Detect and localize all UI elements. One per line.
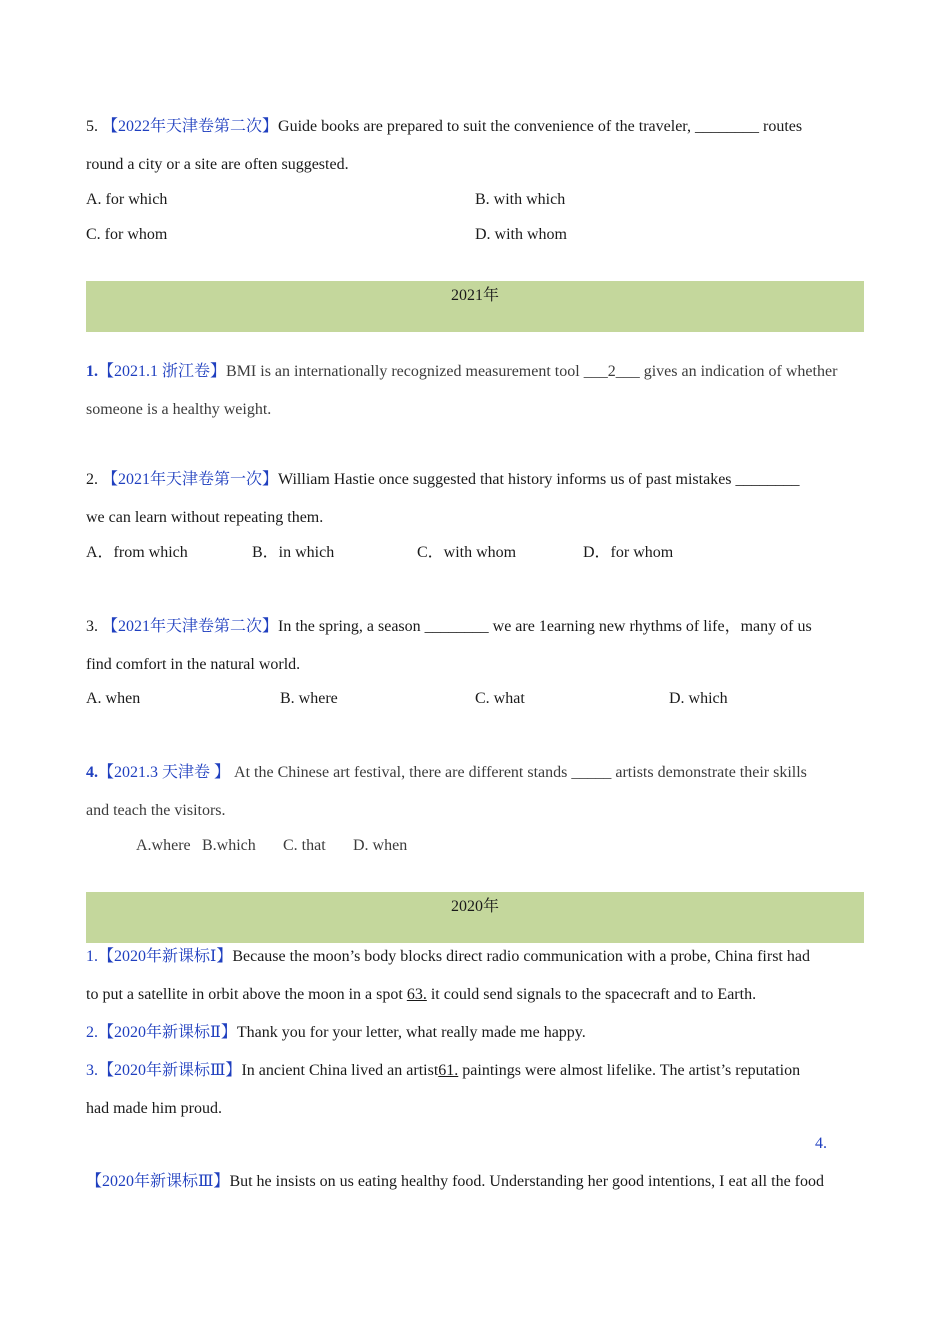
year-band-2020 bbox=[86, 892, 864, 943]
q2021-3-text2: find comfort in the natural world. bbox=[86, 656, 301, 673]
q2021-1-text1a: BMI is an internationally recognized measurement tool bbox=[226, 363, 580, 380]
q2021-1-text1b: gives an indication of whether bbox=[643, 363, 838, 380]
q2021-3-line1 bbox=[86, 617, 812, 637]
q2021-1-number: 1. bbox=[86, 363, 98, 380]
q2021-3-option-d: D. which bbox=[669, 690, 728, 707]
q2020-3-line1 bbox=[86, 1061, 800, 1081]
year-band-2020-label: 2020年 bbox=[450, 898, 499, 915]
q2022-5-option-d: D. with whom bbox=[475, 226, 567, 243]
q2020-4-line1 bbox=[86, 1172, 824, 1192]
year-band-2021 bbox=[86, 281, 864, 332]
q2020-2-line1 bbox=[86, 1023, 586, 1043]
q2020-4-text1: But he insists on us eating healthy food. Understanding her good intentions, I eat all the food bbox=[229, 1173, 824, 1190]
q2021-1-line1 bbox=[86, 362, 864, 382]
q2021-2-number: 2. bbox=[86, 471, 98, 488]
q2022-5-number: 5. bbox=[86, 118, 98, 135]
q2021-4-source-tag: 【2021.3 天津卷 】 bbox=[98, 764, 231, 781]
q2021-4-number: 4. bbox=[86, 764, 98, 781]
q2022-5-text2: round a city or a site are often suggested. bbox=[86, 156, 349, 173]
q2020-2-text1: Thank you for your letter, what really made me happy. bbox=[236, 1024, 586, 1041]
year-band-2021-label: 2021年 bbox=[450, 287, 499, 304]
q2020-2-source-tag: 【2020年新课标Ⅱ】 bbox=[98, 1024, 237, 1041]
q2020-1-source-tag: 【2020年新课标Ⅰ】 bbox=[98, 948, 233, 965]
q2021-2-text1: William Hastie once suggested that history informs us of past mistakes ________ bbox=[278, 471, 800, 488]
q2021-2-option-b: B．in which bbox=[252, 544, 335, 561]
q2021-4-text2: and teach the visitors. bbox=[86, 802, 226, 819]
q2020-1-line1 bbox=[86, 947, 810, 967]
q2020-3-text1b: paintings were almost lifelike. The artist’s reputation bbox=[462, 1062, 801, 1079]
q2020-3-blank: 61. bbox=[438, 1062, 459, 1079]
q2020-1-text2b: it could send signals to the spacecraft and to Earth. bbox=[430, 986, 757, 1003]
q2021-3-option-a: A. when bbox=[86, 690, 141, 707]
q2022-5-line1 bbox=[86, 117, 802, 137]
q2020-4-number: 4. bbox=[815, 1135, 827, 1152]
q2021-4-option-d: D. when bbox=[353, 837, 408, 854]
q2021-1-text2: someone is a healthy weight. bbox=[86, 401, 272, 418]
q2021-1-blank: ___2___ bbox=[583, 363, 640, 380]
q2021-1-source-tag: 【2021.1 浙江卷】 bbox=[98, 363, 227, 380]
q2021-2-option-d: D．for whom bbox=[583, 544, 674, 561]
q2022-5-option-a: A. for which bbox=[86, 191, 168, 208]
q2022-5-option-c: C. for whom bbox=[86, 226, 168, 243]
q2021-3-source-tag: 【2021年天津卷第二次】 bbox=[102, 618, 279, 635]
q2020-1-line2 bbox=[86, 985, 756, 1005]
q2021-3-option-b: B. where bbox=[280, 690, 338, 707]
q2021-3-option-c: C. what bbox=[475, 690, 525, 707]
q2020-2-number: 2. bbox=[86, 1024, 98, 1041]
q2021-4-line1 bbox=[86, 763, 864, 783]
q2021-2-option-c: C．with whom bbox=[417, 544, 517, 561]
q2020-1-blank: 63. bbox=[406, 986, 427, 1003]
q2021-2-option-a: A．from which bbox=[86, 544, 188, 561]
q2021-2-text2: we can learn without repeating them. bbox=[86, 509, 324, 526]
q2022-5-text1: Guide books are prepared to suit the convenience of the traveler, ________ routes bbox=[278, 118, 803, 135]
q2020-1-text1: Because the moon’s body blocks direct radio communication with a probe, China first had bbox=[232, 948, 810, 965]
q2020-3-source-tag: 【2020年新课标Ⅲ】 bbox=[98, 1062, 242, 1079]
q2021-3-number: 3. bbox=[86, 618, 98, 635]
q2020-3-text2: had made him proud. bbox=[86, 1100, 222, 1117]
q2020-3-number: 3. bbox=[86, 1062, 98, 1079]
q2021-2-source-tag: 【2021年天津卷第一次】 bbox=[102, 471, 279, 488]
q2020-1-text2a: to put a satellite in orbit above the moon in a spot bbox=[86, 986, 403, 1003]
q2021-4-option-c: C. that bbox=[283, 837, 326, 854]
q2022-5-option-b: B. with which bbox=[475, 191, 566, 208]
q2021-4-text1: At the Chinese art festival, there are different stands _____ artists demonstrate their skills bbox=[234, 764, 807, 781]
q2021-2-line1 bbox=[86, 470, 800, 490]
q2020-3-text1a: In ancient China lived an artist bbox=[241, 1062, 439, 1079]
q2021-4-option-a: A.where bbox=[136, 837, 191, 854]
q2020-4-source-tag: 【2020年新课标Ⅲ】 bbox=[86, 1173, 230, 1190]
q2021-3-text1: In the spring, a season ________ we are 1earning new rhythms of life，many of us bbox=[278, 618, 812, 635]
q2021-4-option-b: B.which bbox=[202, 837, 256, 854]
q2022-5-source-tag: 【2022年天津卷第二次】 bbox=[102, 118, 279, 135]
q2020-1-number: 1. bbox=[86, 948, 98, 965]
